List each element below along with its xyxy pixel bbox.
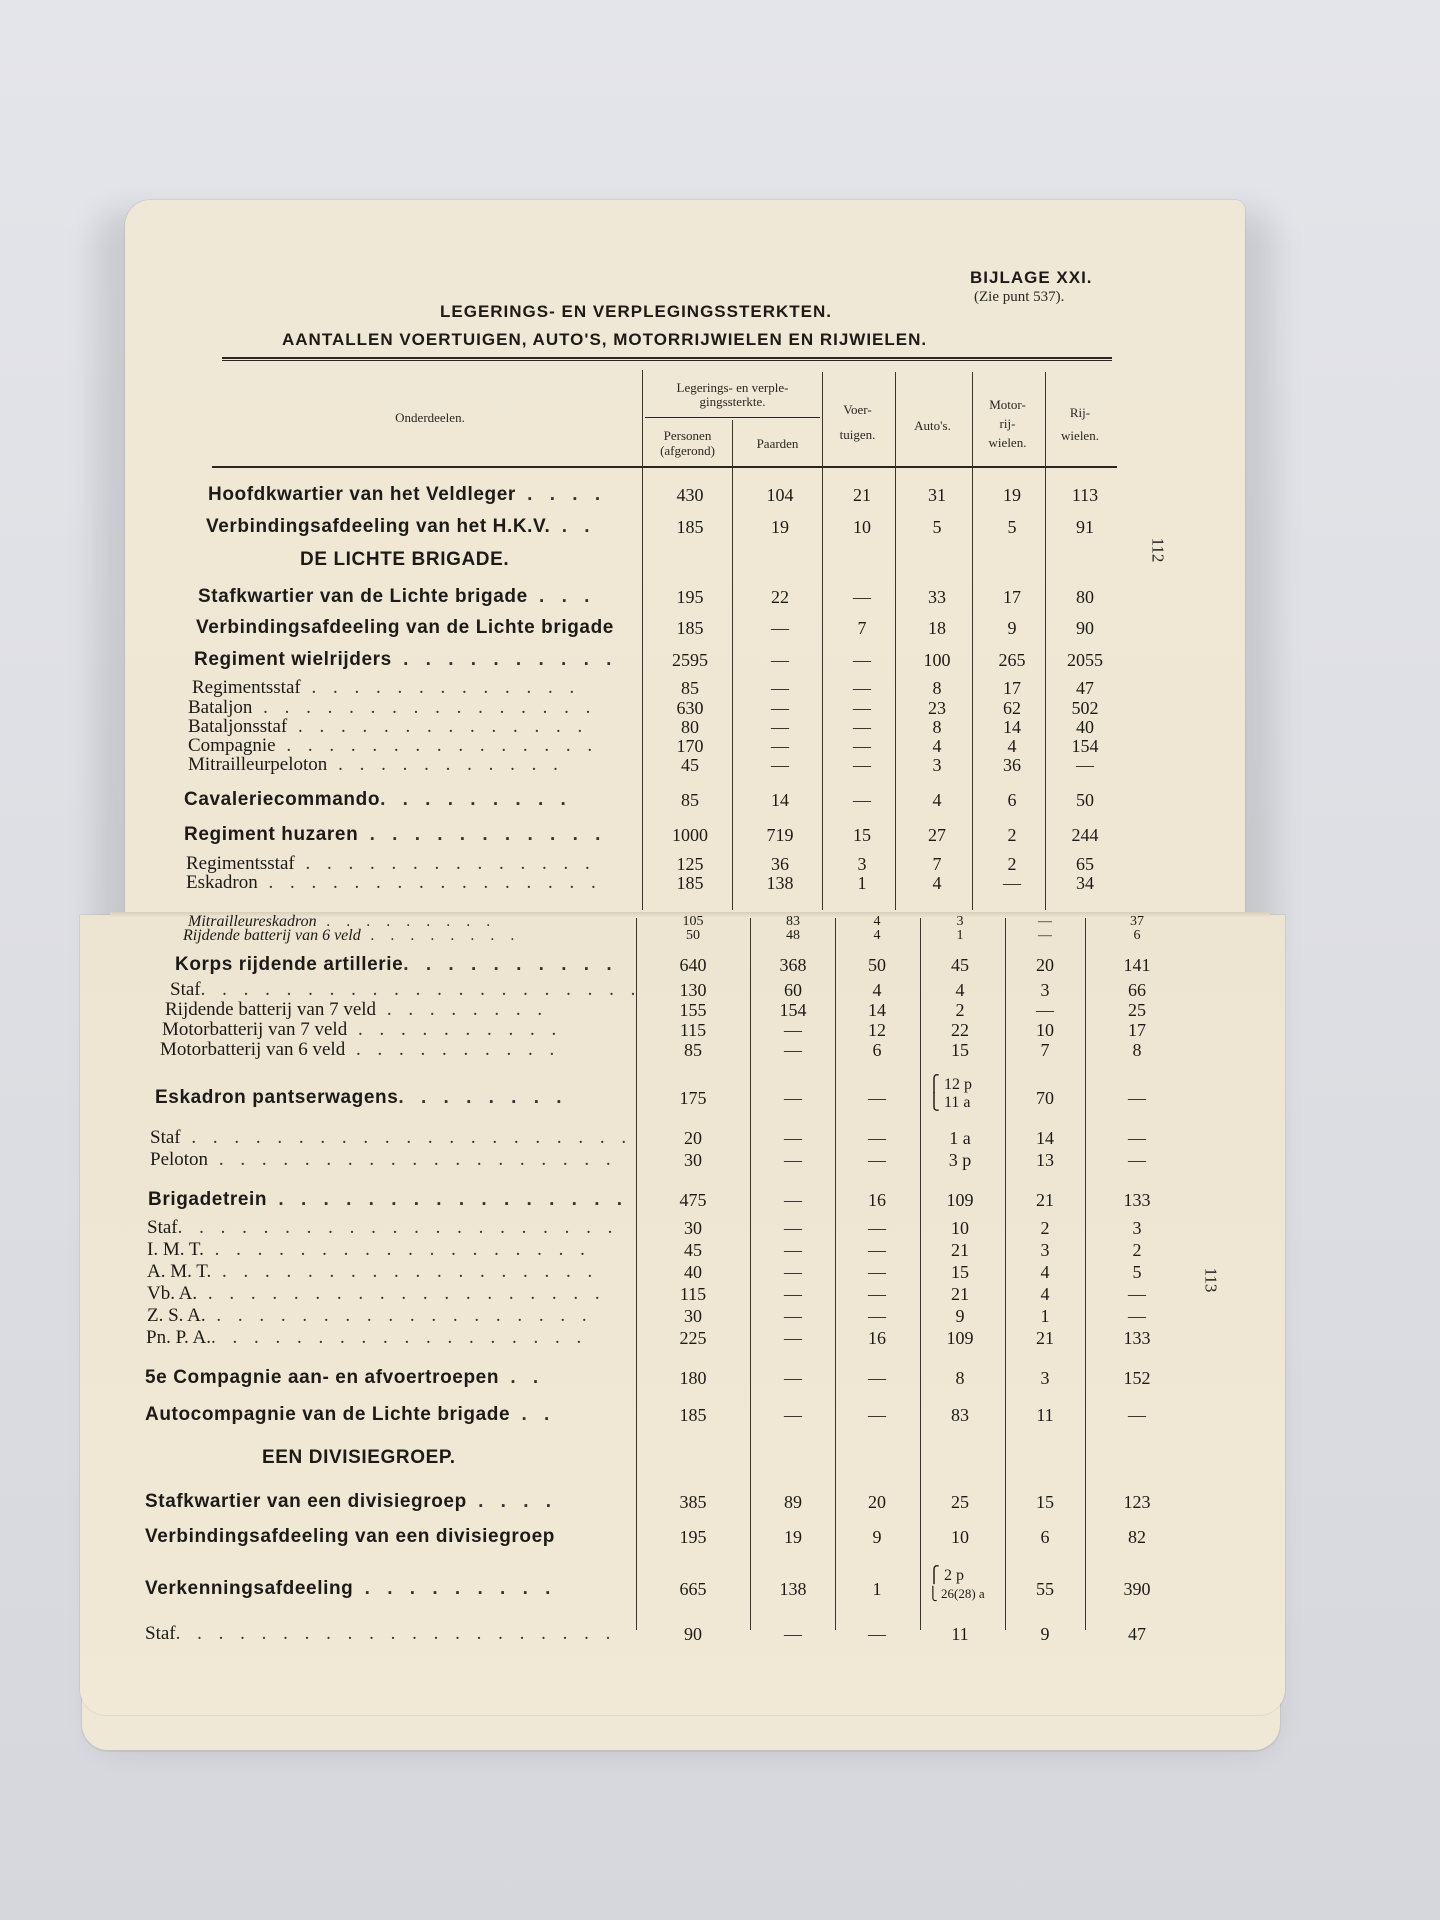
t-cell: 36 [1003, 755, 1021, 775]
vline-1 [642, 370, 643, 910]
t-cell: 104 [766, 485, 794, 505]
b-cell: 6 [1133, 928, 1141, 943]
t-cell: 80 [1076, 587, 1094, 607]
table-title-1: LEGERINGS- EN VERPLEGINGSSTERKTEN. [440, 302, 832, 321]
b-cell: 3 [1040, 1240, 1050, 1260]
b-cell: 1 [872, 1579, 882, 1599]
b-cell: 4 [955, 980, 965, 1000]
t-cell: 23 [928, 698, 946, 718]
t-row-label: Regiment huzaren . . . . . . . . . . . [184, 824, 607, 845]
t-row-label: Regimentsstaf . . . . . . . . . . . . . [192, 677, 581, 698]
t-cell: 18 [928, 618, 946, 638]
b-row-label: Rijdende batterij van 7 veld . . . . . . . . [165, 999, 549, 1020]
b-cell: 8 [955, 1368, 965, 1388]
b-cell: — [868, 1262, 886, 1282]
b-cell: 109 [946, 1328, 974, 1348]
t-cell: 21 [853, 485, 871, 505]
b-row-label: 5e Compagnie aan- en afvoertroepen . . [145, 1367, 545, 1388]
b-cell: 180 [679, 1368, 707, 1388]
col-group: Legerings- en verple- [676, 380, 789, 395]
b-cell: 4 [873, 914, 881, 929]
vline-b6 [1085, 918, 1086, 1630]
t-cell: 19 [1003, 485, 1021, 505]
col-onderdeelen: Onderdeelen. [395, 410, 465, 425]
t-cell: 5 [1007, 517, 1017, 537]
b-cell: 14 [1036, 1128, 1054, 1148]
b-row-label: Vb. A. . . . . . . . . . . . . . . . . . . . [147, 1283, 606, 1304]
b-cell: — [868, 1284, 886, 1304]
t-row-label: Verbindingsafdeeling van de Lichte brigade [196, 617, 614, 638]
b-cell: 9 [1040, 1624, 1050, 1644]
page-number-112: 112 [1148, 537, 1168, 563]
t-row-label: DE LICHTE BRIGADE. [300, 549, 510, 570]
b-cell: 45 [951, 955, 969, 975]
b-cell: 3 [1040, 980, 1050, 1000]
t-cell: — [853, 678, 871, 698]
b-cell: 30 [684, 1306, 702, 1326]
col-rij: Rij- [1069, 405, 1091, 420]
b-brace-line: ⎧ 12 p [928, 1076, 972, 1093]
col-personen-2: (afgerond) [660, 443, 715, 458]
col-voer-2: tuigen. [839, 427, 876, 442]
b-cell: 12 [868, 1020, 886, 1040]
b-brace-cell [928, 1567, 985, 1603]
vline-b2 [750, 918, 751, 1630]
b-cell: 55 [1036, 1579, 1054, 1599]
t-cell: 630 [676, 698, 704, 718]
zie-punt: (Zie punt 537). [974, 289, 1065, 305]
b-cell: — [1036, 1000, 1054, 1020]
b-cell: 48 [786, 928, 800, 943]
b-cell: — [784, 1190, 802, 1210]
t-cell: 45 [681, 755, 699, 775]
t-row-label: Cavaleriecommando. . . . . . . . . [184, 789, 572, 810]
b-cell: — [784, 1218, 802, 1238]
b-cell: 3 [1040, 1368, 1050, 1388]
b-cell: — [784, 1020, 802, 1040]
bijlage-label: BIJLAGE XXI. [970, 268, 1093, 287]
t-cell: — [853, 736, 871, 756]
b-cell: 109 [946, 1190, 974, 1210]
b-cell: 45 [684, 1240, 702, 1260]
t-cell: — [853, 790, 871, 810]
b-row-label: EEN DIVISIEGROEP. [262, 1447, 456, 1468]
b-cell: — [1128, 1128, 1146, 1148]
b-cell: — [868, 1306, 886, 1326]
t-cell: 4 [932, 790, 942, 810]
b-row-label: Staf. . . . . . . . . . . . . . . . . . . . . [145, 1623, 617, 1644]
b-cell: — [868, 1624, 886, 1644]
t-cell: 85 [681, 678, 699, 698]
b-row-label: Brigadetrein . . . . . . . . . . . . . . . . [148, 1189, 629, 1210]
t-cell: — [853, 755, 871, 775]
b-row-label: Korps rijdende artillerie. . . . . . . . . . [175, 954, 618, 975]
t-cell: 100 [923, 650, 951, 670]
group-rule [645, 417, 820, 418]
t-cell: 2 [1007, 854, 1017, 874]
b-cell: 2 [1040, 1218, 1050, 1238]
b-row-label: Verkenningsafdeeling . . . . . . . . . [145, 1578, 557, 1599]
b-cell: — [784, 1088, 802, 1108]
b-cell: 475 [679, 1190, 707, 1210]
t-cell: 154 [1071, 736, 1099, 756]
t-cell: 3 [857, 854, 867, 874]
b-cell: 15 [951, 1262, 969, 1282]
b-cell: — [784, 1306, 802, 1326]
t-cell: 47 [1076, 678, 1094, 698]
t-cell: 17 [1003, 587, 1021, 607]
b-cell: 5 [1132, 1262, 1142, 1282]
b-cell: 665 [679, 1579, 707, 1599]
vline-b4 [920, 918, 921, 1630]
t-cell: 170 [676, 736, 704, 756]
t-cell: 91 [1076, 517, 1094, 537]
t-cell: — [771, 678, 789, 698]
b-cell: — [1128, 1405, 1146, 1425]
b-cell: — [868, 1128, 886, 1148]
b-cell: 21 [1036, 1190, 1054, 1210]
t-cell: 10 [853, 517, 871, 537]
b-row-label: Motorbatterij van 7 veld . . . . . . . . . . [162, 1019, 563, 1040]
t-cell: — [853, 717, 871, 737]
b-cell: 15 [951, 1040, 969, 1060]
b-cell: 50 [686, 928, 700, 943]
t-row-label: Mitrailleurpeloton . . . . . . . . . . . [188, 754, 564, 775]
t-cell: 185 [676, 517, 704, 537]
t-row-label: Stafkwartier van de Lichte brigade . . . [198, 586, 596, 607]
b-row-label: Eskadron pantserwagens. . . . . . . . [155, 1087, 568, 1108]
b-cell: 47 [1128, 1624, 1146, 1644]
b-row-label: Peloton . . . . . . . . . . . . . . . . . . . [150, 1149, 617, 1170]
t-cell: 1000 [672, 825, 708, 845]
b-cell: 6 [1040, 1527, 1050, 1547]
t-cell: 90 [1076, 618, 1094, 638]
b-cell: 15 [1036, 1492, 1054, 1512]
t-row-label: Regimentsstaf . . . . . . . . . . . . . . [186, 853, 596, 874]
t-cell: 62 [1003, 698, 1021, 718]
b-cell: — [784, 1284, 802, 1304]
b-brace-line: ⎧ 2 p [928, 1567, 964, 1584]
col-motor-3: wielen. [988, 435, 1027, 450]
t-cell: 125 [676, 854, 704, 874]
t-cell: — [1076, 755, 1094, 775]
b-cell: — [1128, 1284, 1146, 1304]
b-cell: 185 [679, 1405, 707, 1425]
t-cell: 719 [766, 825, 794, 845]
b-cell: 17 [1128, 1020, 1146, 1040]
b-cell: 225 [679, 1328, 707, 1348]
b-cell: 1 a [949, 1128, 971, 1148]
t-cell: 113 [1071, 485, 1099, 505]
header-rule-bottom [212, 466, 1117, 468]
t-cell: 2 [1007, 825, 1017, 845]
b-cell: 6 [872, 1040, 882, 1060]
t-cell: 19 [771, 517, 789, 537]
t-cell: 7 [857, 618, 867, 638]
t-cell: 6 [1007, 790, 1017, 810]
vline-5 [972, 372, 973, 910]
b-cell: 141 [1123, 955, 1151, 975]
b-cell: 390 [1123, 1579, 1151, 1599]
b-cell: — [1128, 1088, 1146, 1108]
b-cell: 83 [951, 1405, 969, 1425]
vline-b1 [636, 918, 637, 1630]
col-personen: Personen [663, 428, 712, 443]
t-cell: 14 [771, 790, 789, 810]
b-cell: — [868, 1218, 886, 1238]
b-cell: — [784, 1368, 802, 1388]
t-cell: 3 [932, 755, 942, 775]
b-cell: 20 [1036, 955, 1054, 975]
b-cell: — [868, 1240, 886, 1260]
b-cell: 10 [1036, 1020, 1054, 1040]
t-cell: 8 [932, 717, 942, 737]
t-cell: 138 [766, 873, 794, 893]
b-cell: — [868, 1405, 886, 1425]
t-cell: — [771, 698, 789, 718]
b-cell: 16 [868, 1328, 886, 1348]
b-cell: 85 [684, 1040, 702, 1060]
t-cell: 5 [932, 517, 942, 537]
t-row-label: Verbindingsafdeeling van het H.K.V. . . [206, 516, 596, 537]
b-cell: 155 [679, 1000, 707, 1020]
b-cell: 60 [784, 980, 802, 1000]
b-row-label: Autocompagnie van de Lichte brigade . . [145, 1404, 556, 1425]
b-cell: 138 [779, 1579, 807, 1599]
page-number-113: 113 [1201, 1267, 1221, 1293]
b-cell: 123 [1123, 1492, 1151, 1512]
b-row-label: Staf. . . . . . . . . . . . . . . . . . . . . [170, 979, 642, 1000]
t-cell: 22 [771, 587, 789, 607]
t-cell: 65 [1076, 854, 1094, 874]
b-cell: 11 [951, 1624, 969, 1644]
t-cell: — [1003, 873, 1021, 893]
t-cell: 9 [1007, 618, 1017, 638]
t-cell: 50 [1076, 790, 1094, 810]
t-cell: 36 [771, 854, 789, 874]
b-cell: — [784, 1405, 802, 1425]
b-brace-line: ⎩ 26(28) a [928, 1586, 985, 1601]
b-cell: 66 [1128, 980, 1146, 1000]
t-cell: 2595 [672, 650, 708, 670]
b-row-label: Pn. P. A.. . . . . . . . . . . . . . . . . . [146, 1327, 588, 1348]
b-cell: 368 [779, 955, 807, 975]
t-row-label: Bataljonsstaf . . . . . . . . . . . . . . [188, 716, 589, 737]
b-cell: 9 [872, 1527, 882, 1547]
b-cell: — [868, 1088, 886, 1108]
t-cell: — [771, 650, 789, 670]
t-cell: 2055 [1067, 650, 1103, 670]
b-cell: 115 [679, 1020, 707, 1040]
t-cell: 85 [681, 790, 699, 810]
col-group-2: gingssterkte. [699, 394, 766, 409]
b-cell: 3 p [948, 1150, 972, 1170]
b-cell: 10 [951, 1218, 969, 1238]
b-cell: 385 [679, 1492, 707, 1512]
b-cell: 10 [951, 1527, 969, 1547]
b-cell: 7 [1040, 1040, 1050, 1060]
b-cell: 25 [951, 1492, 969, 1512]
b-cell: 9 [955, 1306, 965, 1326]
b-cell: 2 [955, 1000, 965, 1020]
b-brace-cell [928, 1076, 972, 1112]
vline-b3 [835, 918, 836, 1630]
header-rule-top-2 [222, 360, 1112, 361]
col-motor: Motor- [989, 397, 1026, 412]
b-cell: 37 [1130, 914, 1144, 929]
b-cell: 4 [1040, 1284, 1050, 1304]
vline-2 [732, 420, 733, 910]
b-row-label: A. M. T. . . . . . . . . . . . . . . . . . . [147, 1261, 599, 1282]
t-cell: — [771, 755, 789, 775]
b-cell: 4 [1040, 1262, 1050, 1282]
b-cell: — [1128, 1306, 1146, 1326]
t-cell: 17 [1003, 678, 1021, 698]
t-cell: 15 [853, 825, 871, 845]
b-cell: 16 [868, 1190, 886, 1210]
b-cell: 195 [679, 1527, 707, 1547]
t-cell: — [771, 736, 789, 756]
b-cell: — [784, 1128, 802, 1148]
t-row-label: Regiment wielrijders . . . . . . . . . . [194, 649, 618, 670]
b-row-label: Motorbatterij van 6 veld . . . . . . . . . . [160, 1039, 561, 1060]
t-cell: — [853, 587, 871, 607]
b-row-label: Mitrailleureskadron . . . . . . . . . [188, 913, 497, 930]
t-cell: 80 [681, 717, 699, 737]
col-paarden: Paarden [756, 436, 799, 451]
b-cell: 133 [1123, 1328, 1151, 1348]
t-cell: 430 [676, 485, 704, 505]
b-cell: 105 [682, 914, 704, 929]
b-cell: — [784, 1624, 802, 1644]
t-cell: — [853, 650, 871, 670]
t-cell: 40 [1076, 717, 1094, 737]
b-cell: 175 [679, 1088, 707, 1108]
b-cell: — [784, 1262, 802, 1282]
b-cell: 22 [951, 1020, 969, 1040]
b-cell: 21 [1036, 1328, 1054, 1348]
t-cell: 265 [998, 650, 1026, 670]
b-cell: — [868, 1368, 886, 1388]
t-cell: 33 [928, 587, 946, 607]
b-cell: 70 [1036, 1088, 1054, 1108]
b-cell: 50 [868, 955, 886, 975]
t-cell: 14 [1003, 717, 1021, 737]
b-cell: 20 [684, 1128, 702, 1148]
b-row-label: Z. S. A. . . . . . . . . . . . . . . . . . . [147, 1305, 593, 1326]
b-cell: 40 [684, 1262, 702, 1282]
b-cell: 130 [679, 980, 707, 1000]
b-cell: 115 [679, 1284, 707, 1304]
t-cell: 7 [932, 854, 942, 874]
b-row-label: Stafkwartier van een divisiegroep . . . . [145, 1491, 558, 1512]
t-cell: 185 [676, 618, 704, 638]
b-cell: 640 [679, 955, 707, 975]
b-row-label: I. M. T. . . . . . . . . . . . . . . . . . . [147, 1239, 591, 1260]
b-cell: — [1038, 928, 1052, 943]
b-cell: 30 [684, 1150, 702, 1170]
b-cell: 133 [1123, 1190, 1151, 1210]
t-row-label: Eskadron . . . . . . . . . . . . . . . . [186, 872, 602, 893]
b-cell: 13 [1036, 1150, 1054, 1170]
b-cell: 82 [1128, 1527, 1146, 1547]
b-cell: 20 [868, 1492, 886, 1512]
header-rule-top [222, 357, 1112, 359]
b-row-label: Rijdende batterij van 6 veld . . . . . . . . [183, 927, 521, 944]
b-cell: — [1038, 914, 1052, 929]
b-cell: 4 [872, 980, 882, 1000]
b-row-label: Verbindingsafdeeling van een divisiegroep [145, 1526, 555, 1547]
vline-b5 [1005, 918, 1006, 1630]
t-cell: — [771, 618, 789, 638]
b-cell: 30 [684, 1218, 702, 1238]
b-cell: 21 [951, 1284, 969, 1304]
b-cell: 154 [779, 1000, 807, 1020]
col-rij-2: wielen. [1061, 428, 1099, 443]
b-cell: — [1128, 1150, 1146, 1170]
t-cell: 4 [932, 736, 942, 756]
b-row-label: Staf. . . . . . . . . . . . . . . . . . . . . [147, 1217, 619, 1238]
t-cell: 502 [1071, 698, 1099, 718]
b-row-label: Staf . . . . . . . . . . . . . . . . . . . . . [150, 1127, 633, 1148]
t-cell: — [771, 717, 789, 737]
b-cell: 90 [684, 1624, 702, 1644]
vline-3 [822, 372, 823, 910]
col-autos: Auto's. [914, 418, 951, 433]
col-motor-2: rij- [999, 416, 1016, 431]
t-row-label: Compagnie . . . . . . . . . . . . . . . [188, 735, 599, 756]
b-cell: — [784, 1150, 802, 1170]
b-cell: 83 [786, 914, 800, 929]
b-cell: 2 [1132, 1240, 1142, 1260]
b-cell: 21 [951, 1240, 969, 1260]
b-cell: 8 [1132, 1040, 1142, 1060]
t-cell: 8 [932, 678, 942, 698]
t-row-label: Hoofdkwartier van het Veldleger . . . . [208, 484, 607, 505]
t-cell: 27 [928, 825, 946, 845]
b-cell: — [868, 1150, 886, 1170]
b-cell: — [784, 1240, 802, 1260]
b-cell: 11 [1036, 1405, 1054, 1425]
b-cell: 14 [868, 1000, 886, 1020]
t-cell: 31 [928, 485, 946, 505]
t-row-label: Bataljon . . . . . . . . . . . . . . . . [188, 697, 597, 718]
t-cell: — [853, 698, 871, 718]
b-cell: 152 [1123, 1368, 1151, 1388]
b-cell: 4 [873, 928, 881, 943]
b-cell: — [784, 1040, 802, 1060]
b-brace-line: ⎩ 11 a [928, 1094, 971, 1111]
t-cell: 4 [932, 873, 942, 893]
b-cell: 3 [1132, 1218, 1142, 1238]
t-cell: 244 [1071, 825, 1099, 845]
b-cell: 89 [784, 1492, 802, 1512]
table-title-2: AANTALLEN VOERTUIGEN, AUTO'S, MOTORRIJWIELEN EN RIJWIELEN. [282, 330, 928, 349]
b-cell: 1 [956, 928, 964, 943]
t-cell: 195 [676, 587, 704, 607]
b-cell: — [784, 1328, 802, 1348]
t-cell: 34 [1076, 873, 1094, 893]
b-cell: 1 [1040, 1306, 1050, 1326]
col-voer: Voer- [843, 402, 872, 417]
b-cell: 25 [1128, 1000, 1146, 1020]
t-cell: 4 [1007, 736, 1017, 756]
b-cell: 19 [784, 1527, 802, 1547]
t-cell: 185 [676, 873, 704, 893]
b-cell: 3 [956, 914, 964, 929]
t-cell: 1 [857, 873, 867, 893]
